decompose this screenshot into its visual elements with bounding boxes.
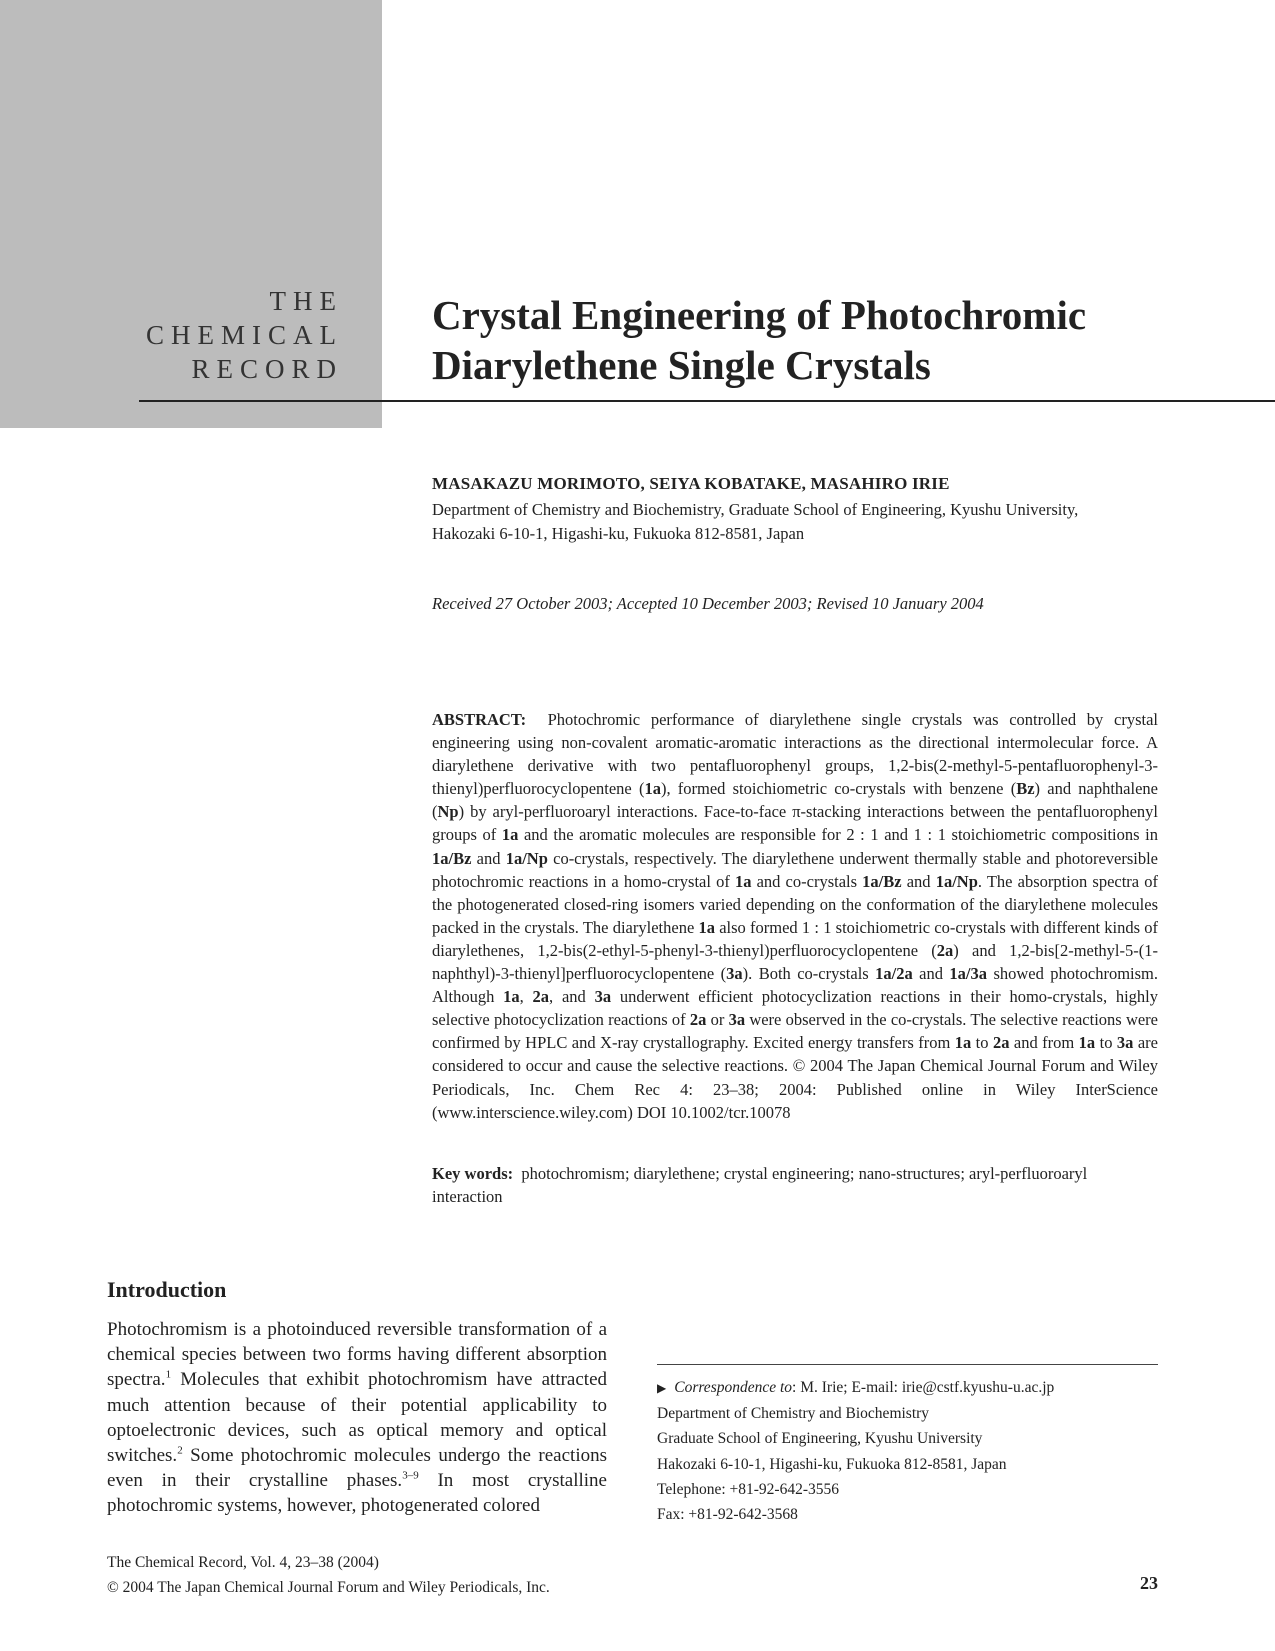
abstract-text: are considered to occur and cause the selective reactions. © 2004 The Japan Chemical Journal Forum and Wiley Periodicals, Inc. Chem Rec 4: 23–38; 2004: Published online in Wiley InterScience (www.interscience.wiley.com) DOI 10.1002/tcr.10078 (432, 1033, 1158, 1122)
page-footer (107, 1550, 550, 1600)
compound-label: 1a/2a (875, 964, 913, 984)
compound-label: 1a/Bz (432, 848, 472, 868)
correspondence-line (657, 1375, 1157, 1401)
abstract-text: or (706, 1010, 729, 1030)
page-number: 23 (1140, 1573, 1158, 1593)
header-divider (139, 400, 1275, 402)
abstract-text: and (471, 848, 506, 868)
abstract-text: to (971, 1033, 993, 1053)
body-text: Molecules that exhibit photochromism have attracted much attention because of their potential applicability to optoelectronic devices, such as optical memory and optical switches. (107, 1369, 607, 1467)
compound-label: 1a (501, 825, 519, 845)
footer-citation: The Chemical Record, Vol. 4, 23–38 (2004) (107, 1554, 379, 1571)
abstract-text: ) and naphthalene ( (432, 779, 1158, 822)
compound-label: 1a (734, 871, 752, 891)
abstract-text: also formed 1 : 1 stoichiometric co-crystals with different kinds of diarylethenes, 1,2-bis(2-ethyl-5-phenyl-3-thienyl)perfluorocyclopentene ( (432, 917, 1158, 960)
correspondence-colon: : (792, 1379, 797, 1396)
compound-label: 1a/Bz (862, 871, 902, 891)
correspondence-line: Fax: +81-92-642-3568 (657, 1506, 798, 1524)
affiliation-line: Hakozaki 6-10-1, Higashi-ku, Fukuoka 812-8581, Japan (432, 524, 805, 543)
correspondence-line: Hakozaki 6-10-1, Higashi-ku, Fukuoka 812-8581, Japan (657, 1455, 1007, 1473)
abstract-text: were observed in the co-crystals. The selective reactions were confirmed by HPLC and X-ray crystallography. Excited energy transfers from (432, 1010, 1159, 1053)
compound-label: 1a (644, 779, 661, 799)
received-dates: Received 27 October 2003; Accepted 10 December 2003; Revised 10 January 2004 (432, 594, 984, 613)
correspondence-line: Department of Chemistry and Biochemistry (657, 1405, 930, 1423)
abstract-text: , (519, 987, 533, 1007)
compound-label: 1a (503, 987, 520, 1007)
abstract-text: co-crystals, respectively. The diarylethene underwent thermally stable and photoreversible photochromic reactions in a homo-crystal of (432, 848, 1158, 891)
author-list: MASAKAZU MORIMOTO, SEIYA KOBATAKE, MASAHIRO IRIE (432, 474, 950, 493)
abstract-text: and (901, 871, 936, 891)
correspondence-label: Correspondence to (674, 1379, 793, 1396)
abstract-text: ). Both co-crystals (742, 964, 876, 984)
affiliation-line: Department of Chemistry and Biochemistry, Graduate School of Engineering, Kyushu University, (432, 500, 1079, 519)
abstract-text: Photochromic performance of diarylethene single crystals was controlled by crystal engineering using non-covalent aromatic-aromatic interactions as the directional intermolecular force. A diarylethene derivative with two pentafluorophenyl groups, 1,2-bis(2-methyl-5-pentafluorophenyl-3-thienyl)perfluorocyclopentene ( (432, 710, 1158, 799)
article-title (432, 290, 1252, 390)
compound-label: 3a (594, 987, 612, 1007)
compound-label: 3a (726, 964, 743, 984)
abstract-text: ) by aryl-perfluoroaryl interactions. Face-to-face π-stacking interactions between the pentafluorophenyl groups of (432, 802, 1158, 845)
abstract-label: ABSTRACT: (432, 710, 527, 729)
body-text: Some photochromic molecules undergo the reactions even in their crystalline phases. (107, 1445, 607, 1492)
introduction-paragraph (107, 1317, 607, 1519)
compound-label: 2a (936, 940, 954, 960)
citation-ref[interactable]: 1 (165, 1369, 172, 1382)
correspondence-divider (657, 1364, 1158, 1365)
article-title-line: Diarylethene Single Crystals (432, 342, 931, 388)
compound-label: 1a/3a (949, 964, 988, 984)
compound-label: 1a/Np (935, 871, 978, 891)
abstract-text: ) and 1,2-bis[2-methyl-5-(1-naphthyl)-3-thienyl]perfluorocyclopentene ( (432, 940, 1158, 984)
section-heading-introduction: Introduction (107, 1277, 227, 1302)
abstract (432, 708, 1158, 1124)
compound-label: 3a (728, 1010, 746, 1030)
correspondence-block (657, 1375, 1157, 1527)
author-affiliation (432, 498, 1172, 546)
triangle-right-icon: ▶ (657, 1381, 667, 1395)
compound-label: 1a (954, 1033, 972, 1053)
compound-label: 1a/Np (505, 848, 548, 868)
abstract-text: ), formed stoichiometric co-crystals with benzene ( (660, 779, 1017, 799)
keywords-text: photochromism; diarylethene; crystal engineering; nano-structures; aryl-perfluoroaryl interaction (432, 1164, 1088, 1206)
abstract-text: underwent efficient photocyclization reactions in their homo-crystals, highly selective photocyclization reactions of (432, 987, 1159, 1030)
journal-name-line: THE (269, 286, 343, 316)
abstract-text: to (1095, 1033, 1117, 1053)
correspondence-contact: M. Irie; E-mail: irie@cstf.kyushu-u.ac.jp (796, 1379, 1055, 1396)
compound-label: Np (437, 802, 459, 822)
citation-ref[interactable]: 3–9 (402, 1469, 419, 1482)
compound-label: 2a (689, 1010, 707, 1030)
journal-name-line: CHEMICAL (146, 320, 343, 350)
compound-label: 3a (1116, 1033, 1134, 1053)
journal-name (146, 284, 343, 386)
compound-label: Bz (1016, 779, 1035, 799)
compound-label: 2a (992, 1033, 1010, 1053)
keywords (432, 1162, 1158, 1208)
abstract-text: . The absorption spectra of the photogenerated closed-ring isomers varied depending on the conformation of the diarylethene molecules packed in the crystals. The diarylethene (432, 871, 1159, 937)
journal-name-line: RECORD (191, 354, 343, 384)
abstract-text: and the aromatic molecules are responsible for 2 : 1 and 1 : 1 stoichiometric compositions in (518, 825, 1158, 845)
body-text: In most crystalline photochromic systems, however, photogenerated colored (107, 1470, 607, 1517)
correspondence-line: Graduate School of Engineering, Kyushu University (657, 1430, 983, 1448)
body-text: Photochromism is a photoinduced reversible transformation of a chemical species between two forms having different absorption spectra. (107, 1319, 607, 1391)
citation-ref[interactable]: 2 (177, 1444, 183, 1457)
compound-label: 1a (1078, 1033, 1096, 1053)
article-title-line: Crystal Engineering of Photochromic (432, 292, 1087, 338)
abstract-text: and from (1009, 1033, 1079, 1053)
abstract-text: and (912, 964, 950, 984)
abstract-text: , and (549, 987, 595, 1007)
keywords-label: Key words: (432, 1164, 514, 1183)
footer-copyright: © 2004 The Japan Chemical Journal Forum and Wiley Periodicals, Inc. (107, 1579, 550, 1596)
compound-label: 2a (532, 987, 550, 1007)
compound-label: 1a (698, 917, 715, 937)
abstract-text: and co-crystals (751, 871, 863, 891)
abstract-text: showed photochromism. Although (432, 964, 1158, 1007)
correspondence-line: Telephone: +81-92-642-3556 (657, 1480, 839, 1498)
